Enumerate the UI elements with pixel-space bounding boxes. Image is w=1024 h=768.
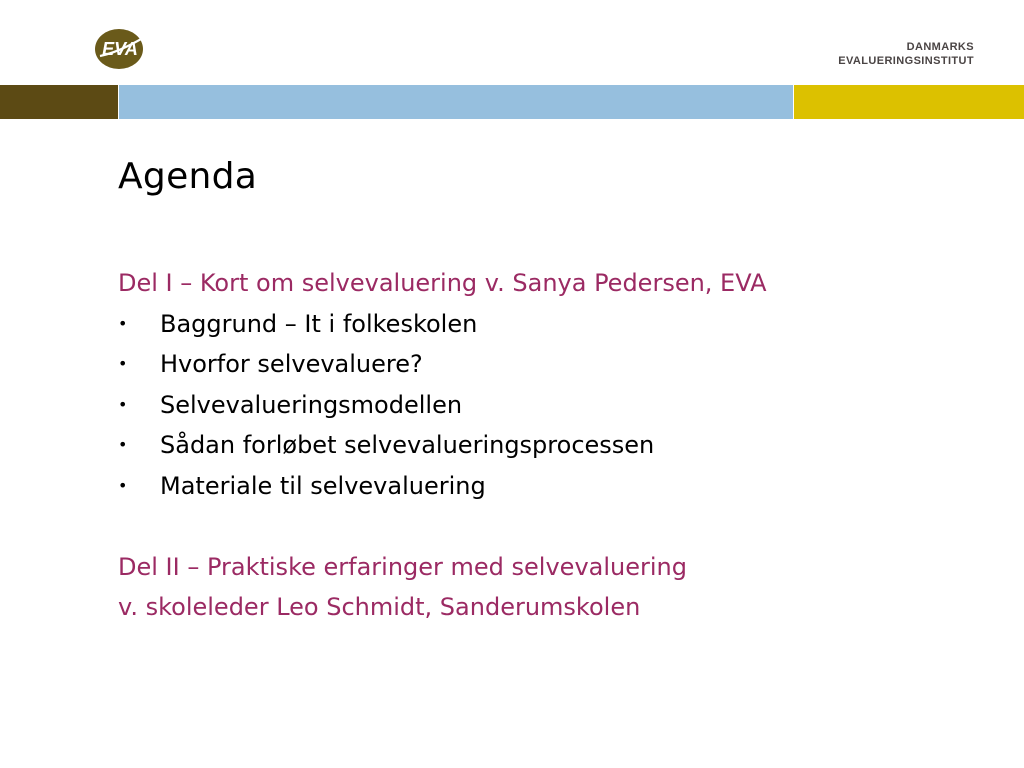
color-band-dark-olive bbox=[0, 85, 118, 119]
section-spacer bbox=[118, 506, 978, 547]
bullet-dot-icon: • bbox=[118, 394, 128, 414]
organization-name bbox=[838, 40, 974, 68]
org-line-1: DANMARKS bbox=[906, 41, 974, 53]
bullet-item bbox=[118, 304, 978, 345]
slide-title: Agenda bbox=[118, 156, 258, 197]
bullet-text: Hvorfor selvevaluere? bbox=[160, 350, 423, 378]
bullet-text: Sådan forløbet selvevalueringsprocessen bbox=[160, 431, 655, 459]
color-band-yellow bbox=[794, 85, 1024, 119]
bullet-item bbox=[118, 425, 978, 466]
part2-heading: Del II – Praktiske erfaringer med selvevaluering bbox=[118, 552, 687, 581]
part1-bullet-list bbox=[118, 304, 978, 507]
bullet-dot-icon: • bbox=[118, 313, 128, 333]
bullet-dot-icon: • bbox=[118, 475, 128, 495]
bullet-text: Selvevalueringsmodellen bbox=[160, 390, 463, 419]
bullet-item bbox=[118, 466, 978, 507]
agenda-body bbox=[118, 263, 978, 628]
bullet-item bbox=[118, 385, 978, 426]
bullet-text: Materiale til selvevaluering bbox=[160, 471, 486, 500]
eva-logo bbox=[94, 26, 148, 70]
color-band-light-blue bbox=[119, 85, 793, 119]
part2-presenter: v. skoleleder Leo Schmidt, Sanderumskolen bbox=[118, 593, 641, 621]
bullet-dot-icon: • bbox=[118, 354, 128, 373]
org-line-2: EVALUERINGSINSTITUT bbox=[838, 55, 974, 67]
part1-heading: Del I – Kort om selvevaluering v. Sanya Pedersen, EVA bbox=[118, 269, 767, 297]
bullet-text: Baggrund – It i folkeskolen bbox=[160, 309, 478, 338]
bullet-dot-icon: • bbox=[118, 435, 128, 454]
eva-logo-text: EVA bbox=[102, 39, 138, 59]
bullet-item bbox=[118, 344, 978, 385]
